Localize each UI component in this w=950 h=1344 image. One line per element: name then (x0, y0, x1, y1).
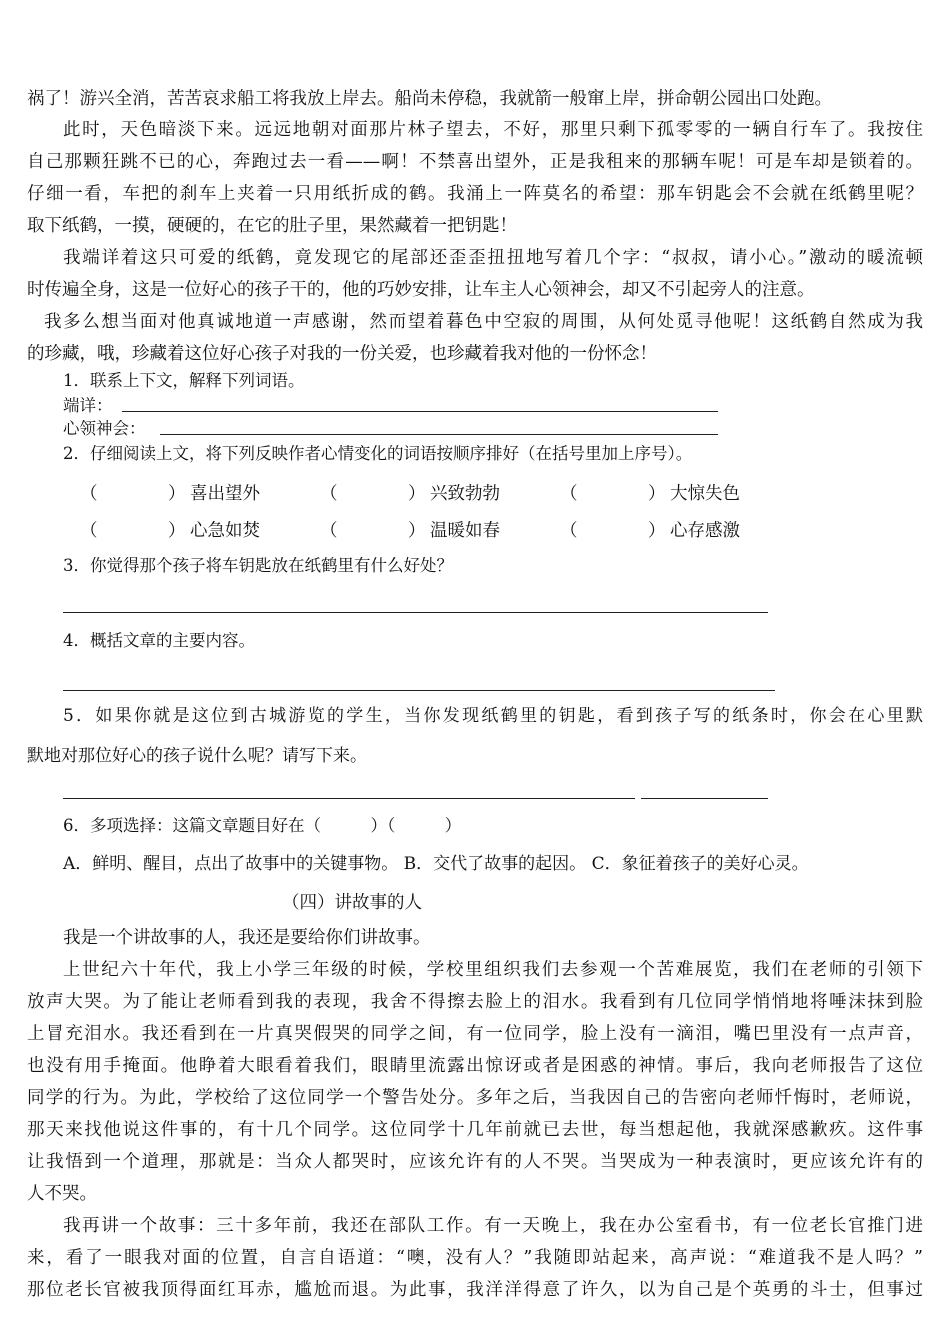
answer-line-term-2[interactable] (160, 434, 718, 435)
paragraph-line: 自己那颗狂跳不已的心，奔跑过去一看——啊！不禁喜出望外，正是我租来的那辆车呢！可是车却是锁着的。 (27, 152, 923, 172)
option-word: 喜出望外 (190, 484, 260, 504)
bracket-close: ） (648, 521, 666, 541)
question-1-prompt: 1．联系上下文，解释下列词语。 (63, 371, 305, 390)
answer-line-q3[interactable] (63, 612, 768, 613)
paragraph-line: 我再讲一个故事：三十多年前，我还在部队工作。有一天晚上，我在办公室看书，有一位老长官推门进 (63, 1216, 923, 1236)
paragraph-line: 的珍藏，哦，珍藏着这位好心孩子对我的一份关爱，也珍藏着我对他的一份怀念！ (27, 344, 657, 364)
paragraph-line: 上世纪六十年代，我上小学三年级的时候，学校里组织我们去参观一个苦难展览，我们在老师的引领下 (63, 960, 923, 980)
question-5-prompt-line-2: 默地对那位好心的孩子说什么呢？请写下来。 (27, 746, 367, 766)
question-1-term-1: 端详： (63, 396, 113, 415)
option-word: 兴致勃勃 (430, 484, 500, 504)
paragraph-line: 同学的行为。为此，学校给了这位同学一个警告处分。多年之后，当我因自己的告密向老师忏悔时，老师说， (27, 1088, 923, 1108)
paragraph-line: 祸了！游兴全消，苦苦哀求船工将我放上岸去。船尚未停稳，我就箭一般窜上岸，拼命朝公园出口处跑。 (27, 89, 832, 109)
paragraph-line: 此时，天色暗淡下来。远远地朝对面那片林子望去，不好，那里只剩下孤零零的一辆自行车了。我按住 (63, 120, 923, 140)
answer-line-term-1[interactable] (122, 411, 718, 412)
paragraph-line: 时传遍全身，这是一位好心的孩子干的，他的巧妙安排，让车主人心领神会，却又不引起旁人的注意。 (27, 280, 815, 300)
paragraph-line: 让我悟到一个道理，那就是：当众人都哭时，应该允许有的人不哭。当哭成为一种表演时，更应该允许有的 (27, 1152, 923, 1172)
bracket-open: （ (560, 484, 578, 504)
paragraph-line: 我多么想当面对他真诚地道一声感谢，然而望着暮色中空寂的周围，从何处觅寻他呢！这纸鹤自然成为我 (44, 312, 923, 332)
option-word: 心急如焚 (190, 521, 260, 541)
paragraph-line: 我端详着这只可爱的纸鹤，竟发现它的尾部还歪歪扭扭地写着几个字：“叔叔，请小心。”激动的暖流顿 (63, 248, 923, 268)
paragraph-line: 取下纸鹤，一摸，硬硬的，在它的肚子里，果然藏着一把钥匙！ (27, 216, 517, 236)
answer-line-q4[interactable] (63, 690, 775, 691)
paragraph-line: 放声大哭。为了能让老师看到我的表现，我舍不得擦去脸上的泪水。我看到有几位同学悄悄地将唾沫抹到脸 (27, 992, 923, 1012)
section-title: （四）讲故事的人 (282, 893, 422, 913)
bracket-open: （ (80, 484, 98, 504)
bracket-close: ） (168, 484, 186, 504)
paragraph-line: 我是一个讲故事的人，我还是要给你们讲故事。 (63, 928, 431, 948)
answer-line-q5-b[interactable] (641, 798, 768, 799)
paragraph-line: 仔细一看，车把的刹车上夹着一只用纸折成的鹤。我涌上一阵莫名的希望：那车钥匙会不会就在纸鹤里呢？ (27, 184, 923, 204)
option-word: 大惊失色 (670, 484, 740, 504)
paragraph-line: 也没有用手掩面。他睁着大眼看着我们，眼睛里流露出惊讶或者是困惑的神情。事后，我向老师报告了这位 (27, 1056, 923, 1076)
bracket-close: ） (408, 484, 426, 504)
question-2-prompt: 2．仔细阅读上文，将下列反映作者心情变化的词语按顺序排好（在括号里加上序号）。 (63, 444, 693, 463)
option-word: 心存感激 (670, 521, 740, 541)
bracket-close: ） (648, 484, 666, 504)
question-1-term-2: 心领神会： (63, 419, 146, 438)
question-4-prompt: 4．概括文章的主要内容。 (63, 631, 255, 650)
bracket-close: ） (168, 521, 186, 541)
question-6-options: A．鲜明、醒目，点出了故事中的关键事物。 B．交代了故事的起因。 C．象征着孩子的美好心灵。 (63, 854, 809, 874)
question-3-prompt: 3．你觉得那个孩子将车钥匙放在纸鹤里有什么好处？ (63, 556, 453, 575)
question-5-prompt-line-1: 5．如果你就是这位到古城游览的学生，当你发现纸鹤里的钥匙，看到孩子写的纸条时，你会在心里默 (63, 706, 923, 726)
bracket-open: （ (320, 521, 338, 541)
bracket-close: ） (408, 521, 426, 541)
bracket-open: （ (320, 484, 338, 504)
question-6-prompt: 6．多项选择：这篇文章题目好在（ ）（ ） (63, 816, 462, 835)
paragraph-line: 那位老长官被我顶得面红耳赤，尴尬而退。为此事，我洋洋得意了许久，以为自己是个英勇的斗士，但事过 (27, 1280, 923, 1300)
paragraph-line: 来，看了一眼我对面的位置，自言自语道：“噢，没有人？”我随即站起来，高声说：“难道我不是人吗？” (27, 1248, 923, 1268)
bracket-open: （ (560, 521, 578, 541)
bracket-open: （ (80, 521, 98, 541)
paragraph-line: 上冒充泪水。我还看到在一片真哭假哭的同学之间，有一位同学，脸上没有一滴泪，嘴巴里没有一点声音， (27, 1024, 923, 1044)
answer-line-q5-a[interactable] (63, 798, 635, 799)
option-word: 温暖如春 (430, 521, 500, 541)
paragraph-line: 人不哭。 (27, 1184, 97, 1204)
paragraph-line: 那天来找他说这件事的，有十几个同学。这位同学十几年前就已去世，每当想起他，我就深感歉疚。这件事 (27, 1120, 923, 1140)
